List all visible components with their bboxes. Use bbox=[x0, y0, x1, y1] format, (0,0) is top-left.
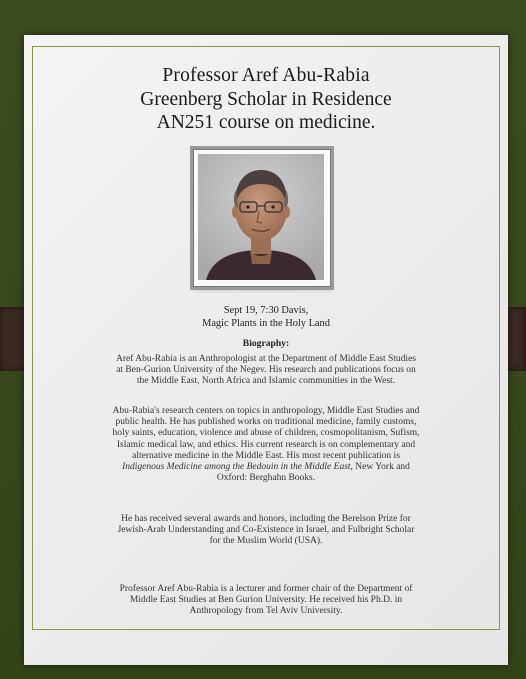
biography-paragraph-2-text: Abu-Rabia's research centers on topics in anthropology, Middle East Studies and public health. He has published works on traditional medicine, family customs, holy saints, education, violence and abuse of children, cosmopolitanism, Sufism, Islamic medical law, and ethics. His current research is on complementary and alternative medicine in the Middle East. His most recent publication is bbox=[112, 406, 420, 461]
speaker-name: Professor Aref Abu-Rabia bbox=[162, 65, 370, 86]
event-details bbox=[24, 304, 508, 330]
biography-paragraph-1: Aref Abu-Rabia is an Anthropologist at the Department of Middle East Studies at Ben-Gurion University of the Negev. His research and publications focus on the Middle East, North Africa and Islamic communities in the West. bbox=[116, 354, 416, 387]
biography-paragraph-2 bbox=[112, 406, 420, 484]
biography-paragraph-4: Professor Aref Abu-Rabia is a lecturer and former chair of the Department of Middle East Studies at Ben Gurion University. He received his Ph.D. in Anthropology from Tel Aviv University. bbox=[119, 584, 413, 617]
poster-header bbox=[24, 64, 508, 134]
course-line: AN251 course on medicine. bbox=[156, 112, 376, 133]
event-date-location: Sept 19, 7:30 Davis, bbox=[223, 305, 309, 316]
publication-title: Indigenous Medicine among the Bedouin in the Middle East bbox=[122, 462, 351, 473]
publication-publisher: , New York and Oxford: Berghahn Books. bbox=[216, 462, 410, 484]
portrait-frame bbox=[193, 149, 331, 287]
biography-heading: Biography: bbox=[242, 338, 290, 349]
biography-paragraph-3: He has received several awards and honors, including the Berelson Prize for Jewish-Arab Understanding and Co-Existence in Israel, and Fulbright Scholar for the Muslim World (USA). bbox=[117, 514, 415, 547]
portrait-illustration bbox=[198, 154, 324, 280]
speaker-title: Greenberg Scholar in Residence bbox=[140, 89, 392, 110]
speaker-portrait bbox=[198, 154, 324, 280]
event-talk-title: Magic Plants in the Holy Land bbox=[202, 318, 330, 329]
poster-sheet bbox=[24, 35, 508, 665]
